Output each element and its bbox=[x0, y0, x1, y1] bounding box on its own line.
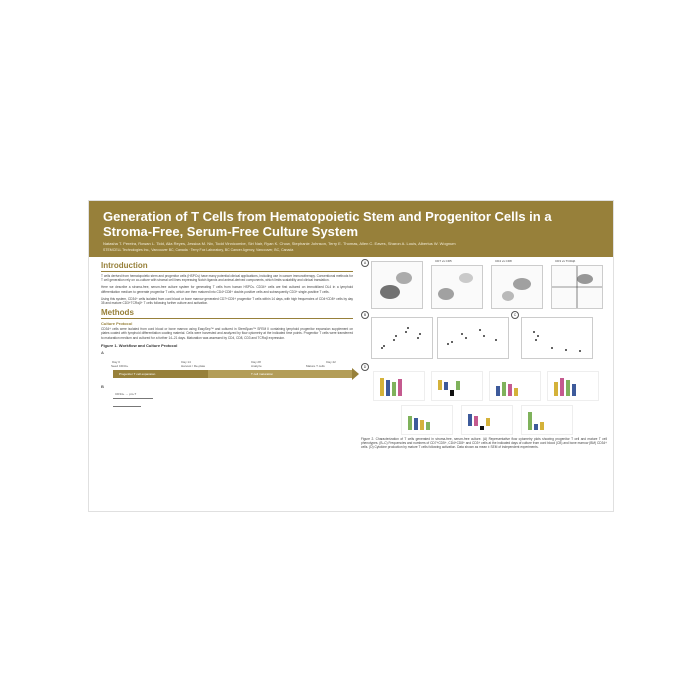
bar-chart-5-svg bbox=[402, 406, 452, 434]
introduction-paragraph-2: Here we describe a stroma-free, serum-free culture system for generating T cells from human HSPCs. CD34+ cells are first cultured on immobilized DL4 in a lymphoid differentiation medium to generate progenitor T cells, which are then matured into CD4+CD8+ double-positive cells and subsequently CD3+ single-positive T cells. bbox=[101, 285, 353, 294]
workflow-day14: Day 14 bbox=[181, 359, 191, 364]
methods-paragraph: CD34+ cells were isolated from cord blood or bone marrow using EasySep™ and cultured in StemSpan™ SFEM II containing lymphoid progenitor expansion supplement on plates coated with lymphoid differentiation coating material. Cells were harvested and analyzed by flow cytometry at the indicated time points. Progenitor T cells were transferred to maturation medium and cultured for a further 14–21 days. Maturation was assessed by CD4, CD8, CD3 and TCRαβ expression. bbox=[101, 327, 353, 340]
bar-chart-3-svg bbox=[490, 372, 540, 400]
bar-chart-1 bbox=[373, 371, 425, 401]
dot-plot-2 bbox=[437, 317, 509, 359]
panel-a-badge: A bbox=[361, 259, 369, 267]
flow-plot-3-title: CD4 vs CD8 bbox=[495, 259, 512, 263]
panel-b-badge: B bbox=[361, 311, 369, 319]
flow-plot-1 bbox=[371, 261, 423, 309]
poster bbox=[88, 200, 614, 512]
dot-plot-3 bbox=[521, 317, 593, 359]
workflow-tick-4: Mature T cells bbox=[306, 363, 325, 368]
workflow-diagram bbox=[101, 350, 353, 420]
workflow-day28: Day 28 bbox=[251, 359, 261, 364]
methods-subheading: Culture Protocol bbox=[101, 321, 133, 327]
flow-plot-4-title: CD3 vs TCRαβ bbox=[555, 259, 576, 263]
bar-chart-1-svg bbox=[374, 372, 424, 400]
workflow-tick-1: Seed CD34+ bbox=[111, 363, 129, 368]
flow-plot-2-title: CD7 vs CD5 bbox=[435, 259, 452, 263]
dot-plot-1-svg bbox=[372, 318, 432, 358]
workflow-row-b-line-2 bbox=[113, 406, 141, 407]
dot-plot-1 bbox=[371, 317, 433, 359]
panel-d-badge: D bbox=[361, 363, 369, 371]
introduction-paragraph-3: Using this system, CD34+ cells isolated from cord blood or bone marrow generated CD7+CD5+ progenitor T cells within 14 days, with high frequencies of CD4+CD8+ cells by day 35 and mature CD3+TCRαβ+ T cells following further culture and activation. bbox=[101, 296, 353, 306]
flow-plot-3-svg bbox=[492, 266, 542, 308]
poster-title: Generation of T Cells from Hematopoietic Stem and Progenitor Cells in a Stroma-Free, Serum-Free Culture System bbox=[103, 209, 552, 239]
dot-plot-2-svg bbox=[438, 318, 508, 358]
workflow-row-b-line bbox=[113, 398, 153, 399]
panel-c-badge: C bbox=[511, 311, 519, 319]
workflow-row-b-label: CD34+ → pro-T bbox=[115, 391, 137, 396]
workflow-label-b: B bbox=[101, 383, 104, 389]
workflow-day0: Day 0 bbox=[112, 359, 120, 364]
bar-chart-3 bbox=[489, 371, 541, 401]
left-column bbox=[101, 261, 353, 420]
introduction-heading: Introduction bbox=[101, 261, 353, 272]
workflow-label-a: A bbox=[101, 349, 104, 355]
poster-authors: Natasha T. Pereira, Rowan L. Tidd, Alia Reyes, Jessica M. Nix, Todd Vinnicombe, Siri Nair, Ryan K. Chow, Stephanie Johnson, Terry E. Thomas, Allen C. Eaves, Sharon A. Louis, Albertus W. Wognum bbox=[103, 241, 456, 246]
workflow-tick-3: Analyze bbox=[251, 363, 262, 368]
dot-plot-3-svg bbox=[522, 318, 592, 358]
bar-chart-4 bbox=[547, 371, 599, 401]
bar-chart-5 bbox=[401, 405, 453, 435]
flow-plot-2-svg bbox=[432, 266, 482, 308]
workflow-figure-label: Figure 1. Workflow and Culture Protocol bbox=[101, 342, 178, 348]
workflow-day42: Day 42 bbox=[326, 359, 336, 364]
bar-chart-6 bbox=[461, 405, 513, 435]
bar-chart-2 bbox=[431, 371, 483, 401]
bar-chart-4-svg bbox=[548, 372, 598, 400]
flow-plot-3 bbox=[491, 265, 543, 309]
flow-plot-2 bbox=[431, 265, 483, 309]
bar-chart-7 bbox=[521, 405, 573, 435]
bar-chart-6-svg bbox=[462, 406, 512, 434]
poster-affiliation: STEMCELL Technologies Inc., Vancouver BC, Canada · Terry Fox Laboratory, BC Cancer Agency, Vancouver, BC, Canada bbox=[103, 248, 294, 252]
introduction-paragraph-1: T cells derived from hematopoietic stem and progenitor cells (HSPCs) have many potential clinical applications, including use in cancer immunotherapy. Conventional methods for T cell generation rely on co-culture with stromal cell lines expressing Notch ligands and animal-derived components, which limits scalability and clinical translation. bbox=[101, 274, 353, 283]
workflow-stage-2: T cell maturation bbox=[251, 371, 274, 376]
workflow-stage-1: Progenitor T cell expansion bbox=[119, 371, 156, 376]
workflow-stage-2-bar bbox=[208, 370, 353, 378]
methods-heading: Methods bbox=[101, 308, 353, 319]
workflow-tick-2: Harvest / Re-plate bbox=[181, 363, 206, 368]
bar-chart-2-svg bbox=[432, 372, 482, 400]
flow-plot-4 bbox=[551, 265, 603, 309]
poster-banner bbox=[89, 201, 613, 257]
flow-plot-1-svg bbox=[372, 262, 422, 308]
bar-chart-7-svg bbox=[522, 406, 572, 434]
workflow-arrow-icon bbox=[352, 368, 359, 380]
flow-plot-4-svg bbox=[552, 266, 602, 308]
results-figure-caption: Figure 2. Characterization of T cells generated in stroma-free, serum-free culture. (A) Representative flow cytometry plots showing progenitor T cell and mature T cell phenotypes. (B–C) Frequencies and numbers of CD7+CD5+, CD4+CD8+ and CD3+ cells at the indicated days of culture from cord blood (CB) and bone marrow (BM) CD34+ cells. (D) Cytokine production by mature T cells following activation. Data shown as mean ± SEM of independent experiments. bbox=[361, 437, 607, 450]
